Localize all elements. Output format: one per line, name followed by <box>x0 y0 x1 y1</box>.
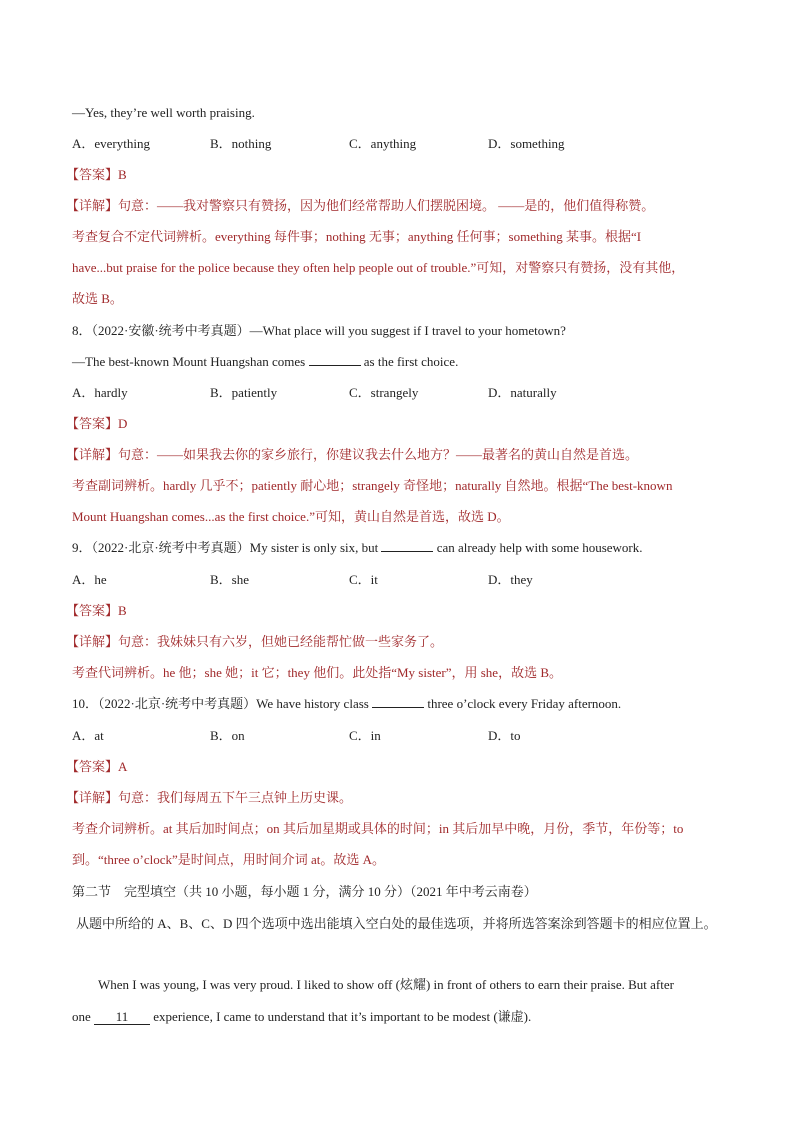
q7-stem-tail: —Yes, they’re well worth praising. <box>72 105 255 120</box>
q8-stem-part-a: —The best-known Mount Huangshan comes <box>72 354 306 369</box>
q8-stem-part-b: as the first choice. <box>363 354 459 369</box>
q7-detail-line-4: 故选 B。 <box>72 291 123 306</box>
q7-detail-line-2: 考查复合不定代词辨析。everything 每件事；nothing 无事；anything 任何事；something 某事。根据“I <box>72 229 642 244</box>
q7-detail-line-3: have...but praise for the police because they often help people out of trouble.”可知，对警察只有赞扬，没有其他， <box>72 260 685 275</box>
q9-stem-part-b: can already help with some housework. <box>436 540 643 555</box>
q9-option-a: A．he <box>72 572 107 587</box>
q9-option-d: D．they <box>488 572 533 587</box>
q9-option-c: C．it <box>349 572 378 587</box>
q9-answer: 【答案】B <box>66 603 127 618</box>
q10-stem <box>72 695 621 713</box>
passage-line-2 <box>72 1008 531 1026</box>
q10-answer: 【答案】A <box>66 759 128 774</box>
q10-detail-line-2: 考查介词辨析。at 其后加时间点；on 其后加星期或具体的时间；in 其后加早中晚，月份，季节，年份等；to <box>72 821 684 836</box>
passage-line-2-part-a: one <box>72 1009 91 1024</box>
cloze-blank-11: 11 <box>94 1010 150 1025</box>
q9-stem-part-a: 9．（2022·北京·统考中考真题）My sister is only six, but <box>72 540 379 555</box>
q8-answer-blank <box>309 353 361 366</box>
q7-option-c: C．anything <box>349 136 417 151</box>
q9-detail-line-2: 考查代词辨析。he 他；she 她；it 它；they 他们。此处指“My sister”，用 she，故选 B。 <box>72 665 562 680</box>
q10-answer-blank <box>372 695 424 708</box>
q7-option-d: D．something <box>488 136 565 151</box>
q7-option-b: B．nothing <box>210 136 272 151</box>
q7-option-a: A．everything <box>72 136 150 151</box>
q9-option-b: B．she <box>210 572 250 587</box>
q8-detail-line-3: Mount Huangshan comes...as the first choice.”可知，黄山自然是首选，故选 D。 <box>72 509 510 524</box>
q8-option-a: A．hardly <box>72 385 128 400</box>
q8-detail-line-2: 考查副词辨析。hardly 几乎不；patiently 耐心地；strangely 奇怪地；naturally 自然地。根据“The best-known <box>72 478 673 493</box>
q10-option-b: B．on <box>210 728 245 743</box>
q8-option-b: B．patiently <box>210 385 278 400</box>
q10-option-d: D．to <box>488 728 521 743</box>
q9-stem <box>72 539 643 557</box>
q10-detail-line-3: 到。“three o’clock”是时间点，用时间介词 at。故选 A。 <box>72 852 386 867</box>
q10-options <box>72 727 724 745</box>
q9-options <box>72 571 724 589</box>
q8-answer: 【答案】D <box>66 416 128 431</box>
q8-stem-line-1: 8．（2022·安徽·统考中考真题）—What place will you suggest if I travel to your hometown? <box>72 323 566 338</box>
q8-option-d: D．naturally <box>488 385 557 400</box>
q10-option-a: A．at <box>72 728 104 743</box>
q7-options <box>72 135 724 153</box>
q10-stem-part-a: 10．（2022·北京·统考中考真题）We have history class <box>72 696 369 711</box>
passage-line-1: When I was young, I was very proud. I liked to show off (炫耀) in front of others to earn their praise. But after <box>98 977 674 992</box>
q7-detail-line-1: 【详解】句意：——我对警察只有赞扬，因为他们经常帮助人们摆脱困境。 ——是的，他们值得称赞。 <box>66 198 655 213</box>
q8-options <box>72 384 724 402</box>
q10-detail-line-1: 【详解】句意：我们每周五下午三点钟上历史课。 <box>66 790 353 805</box>
q7-answer: 【答案】B <box>66 167 127 182</box>
q10-option-c: C．in <box>349 728 381 743</box>
q10-stem-part-b: three o’clock every Friday afternoon. <box>427 696 622 711</box>
passage-line-2-part-b: experience, I came to understand that it’s important to be modest (谦虚). <box>153 1009 532 1024</box>
section-heading: 第二节 完型填空（共 10 小题，每小题 1 分，满分 10 分）（2021 年中考云南卷） <box>72 884 537 899</box>
q8-stem-line-2 <box>72 353 458 371</box>
q9-answer-blank <box>381 539 433 552</box>
q8-option-c: C．strangely <box>349 385 419 400</box>
section-instruction: 从题中所给的 A、B、C、D 四个选项中选出能填入空白处的最佳选项，并将所选答案涂到答题卡的相应位置上。 <box>76 916 717 931</box>
q8-detail-line-1: 【详解】句意：——如果我去你的家乡旅行，你建议我去什么地方？——最著名的黄山自然是首选。 <box>66 447 639 462</box>
q9-detail-line-1: 【详解】句意：我妹妹只有六岁，但她已经能帮忙做一些家务了。 <box>66 634 444 649</box>
